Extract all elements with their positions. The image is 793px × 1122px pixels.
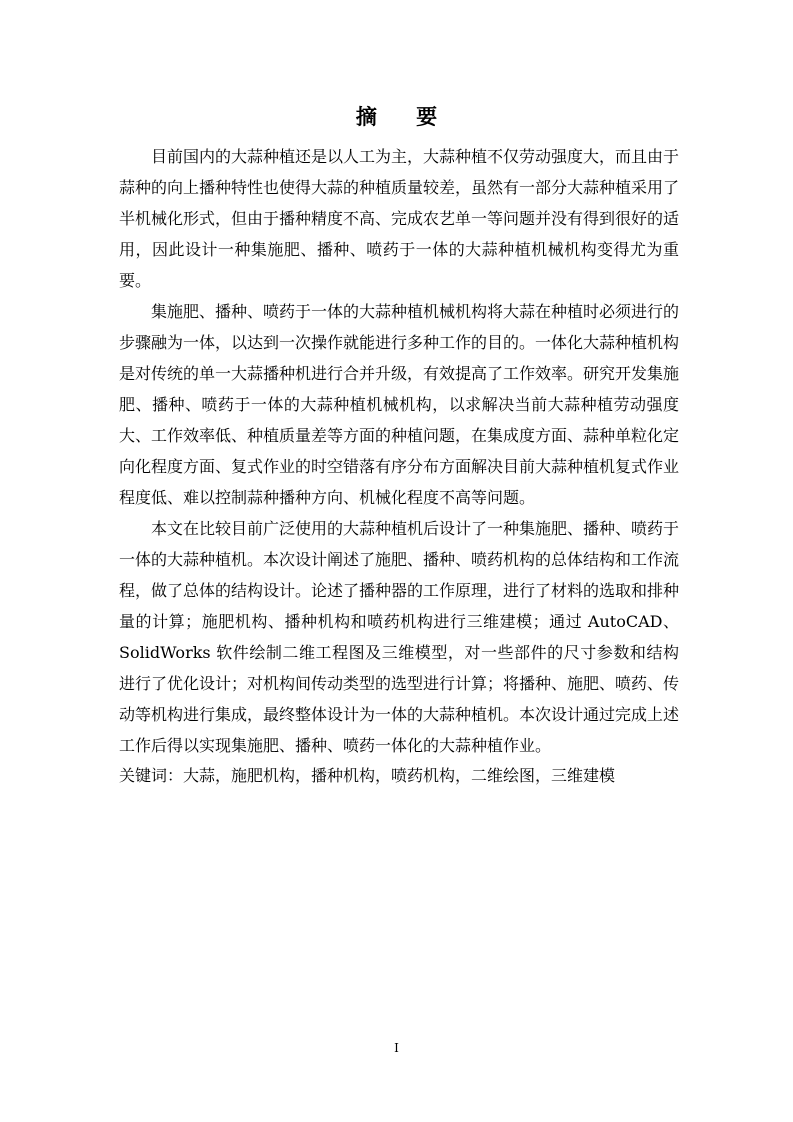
abstract-body (119, 141, 679, 761)
abstract-title: 摘 要 (355, 105, 454, 129)
abstract-paragraph-3: 本文在比较目前广泛使用的大蒜种植机后设计了一种集施肥、播种、喷药于一体的大蒜种植机。本次设计阐述了施肥、播种、喷药机构的总体结构和工作流程，做了总体的结构设计。论述了播种器的工作原理，进行了材料的选取和排种量的计算；施肥机构、播种机构和喷药机构进行三维建模；通过 AutoCAD、SolidWorks 软件绘制二维工程图及三维模型，对一些部件的尺寸参数和结构进行了优化设计；对机构间传动类型的选型进行计算；将播种、施肥、喷药、传动等机构进行集成，最终整体设计为一体的大蒜种植机。本次设计通过完成上述工作后得以实现集施肥、播种、喷药一体化的大蒜种植作业。 (119, 519, 680, 755)
keywords-line: 关键词：大蒜，施肥机构，播种机构，喷药机构，二维绘图，三维建模 (119, 766, 616, 785)
abstract-paragraph-1: 目前国内的大蒜种植还是以人工为主，大蒜种植不仅劳动强度大，而且由于蒜种的向上播种特性也使得大蒜的种植质量较差，虽然有一部分大蒜种植采用了半机械化形式，但由于播种精度不高、完成农艺单一等问题并没有得到很好的适用，因此设计一种集施肥、播种、喷药于一体的大蒜种植机械机构变得尤为重要。 (119, 147, 680, 290)
abstract-paragraph-2: 集施肥、播种、喷药于一体的大蒜种植机械机构将大蒜在种植时必须进行的步骤融为一体，以达到一次操作就能进行多种工作的目的。一体化大蒜种植机构是对传统的单一大蒜播种机进行合并升级，有效提高了工作效率。研究开发集施肥、播种、喷药于一体的大蒜种植机械机构，以求解决当前大蒜种植劳动强度大、工作效率低、种植质量差等方面的种植问题，在集成度方面、蒜种单粒化定向化程度方面、复式作业的时空错落有序分布方面解决目前大蒜种植机复式作业程度低、难以控制蒜种播种方向、机械化程度不高等问题。 (119, 302, 680, 507)
page-number: I (394, 1041, 399, 1055)
